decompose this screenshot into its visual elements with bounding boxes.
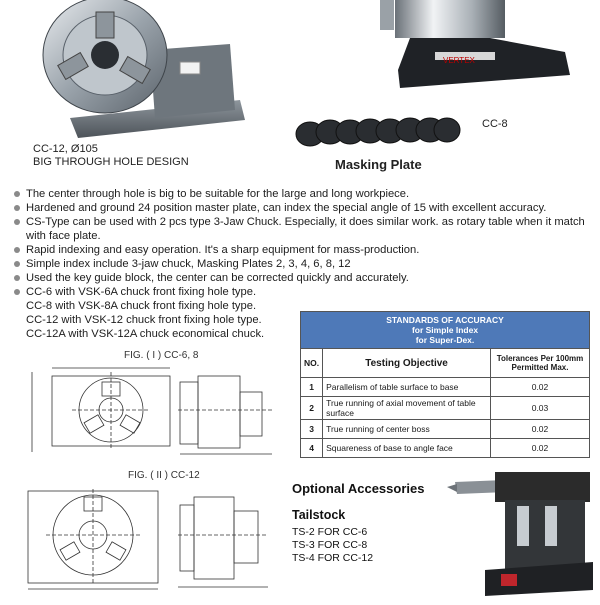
bullet-icon xyxy=(14,219,20,225)
optional-accessories-title: Optional Accessories xyxy=(292,481,425,496)
bullet-icon xyxy=(14,205,20,211)
chuck-caption-feature: BIG THROUGH HOLE DESIGN xyxy=(33,156,189,168)
bullet-icon xyxy=(14,289,20,295)
list-item: CC-12A with VSK-12A chuck economical chuck. xyxy=(26,328,265,340)
figure-1-drawing xyxy=(22,362,292,462)
list-item: Hardened and ground 24 position master plate, can index the special angle of 15 with excellent accuracy. xyxy=(14,201,594,215)
list-item: Used the key guide block, the center can be corrected quickly and accurately. xyxy=(14,271,594,285)
chuck-photo xyxy=(30,0,250,140)
figure-2-label: FIG. ( II ) CC-12 xyxy=(128,470,200,481)
bullet-icon xyxy=(14,261,20,267)
masking-plates-photo xyxy=(292,112,462,152)
list-item: Simple index include 3-jaw chuck, Masking Plates 2, 3, 4, 6, 8, 12 xyxy=(14,257,594,271)
table-row: 1 Parallelism of table surface to base 0.02 xyxy=(301,378,590,397)
list-item: TS-4 FOR CC-12 xyxy=(292,552,374,564)
chuck-caption-model: CC-12, Ø105 xyxy=(33,143,98,155)
tailstock-models xyxy=(292,526,373,565)
masking-plate-label: Masking Plate xyxy=(335,157,422,172)
list-item: TS-2 FOR CC-6 xyxy=(292,526,368,538)
list-item: TS-3 FOR CC-8 xyxy=(292,539,368,551)
list-item: The center through hole is big to be suitable for the large and long workpiece. xyxy=(14,187,594,201)
head-model-caption: CC-8 xyxy=(482,118,508,130)
accuracy-table xyxy=(300,311,590,458)
column-header-no: NO. xyxy=(301,349,323,378)
accuracy-table-title: STANDARDS OF ACCURACY for Simple Index for Super-Dex. xyxy=(301,312,590,349)
list-item: CC-6 with VSK-6A chuck front fixing hole type. xyxy=(14,285,594,299)
list-item: CC-12 with VSK-12 chuck front fixing hole type. xyxy=(26,314,262,326)
tailstock-photo xyxy=(445,462,595,600)
table-row: 2 True running of axial movement of table surface 0.03 xyxy=(301,397,590,420)
table-row: 3 True running of center boss 0.02 xyxy=(301,420,590,439)
tailstock-title: Tailstock xyxy=(292,508,346,522)
table-row: 4 Squareness of base to angle face 0.02 xyxy=(301,439,590,458)
bullet-icon xyxy=(14,275,20,281)
bullet-icon xyxy=(14,191,20,197)
figure-1-label: FIG. ( I ) CC-6, 8 xyxy=(124,350,199,361)
column-header-objective: Testing Objective xyxy=(323,349,491,378)
list-item: CS-Type can be used with 2 pcs type 3-Jaw Chuck. Especially, it does similar work. as rotary table when it match with face plate. xyxy=(14,215,594,243)
bullet-icon xyxy=(14,247,20,253)
list-item: CC-8 with VSK-8A chuck front fixing hole type. xyxy=(26,300,257,312)
head-brand: VERTEX xyxy=(443,56,475,65)
chuck-caption xyxy=(33,143,189,169)
indexing-head-photo xyxy=(340,0,570,90)
list-item: Rapid indexing and easy operation. It's a sharp equipment for mass-production. xyxy=(14,243,594,257)
figure-2-drawing xyxy=(18,483,278,595)
column-header-tolerance: Tolerances Per 100mm Permitted Max. xyxy=(491,349,590,378)
